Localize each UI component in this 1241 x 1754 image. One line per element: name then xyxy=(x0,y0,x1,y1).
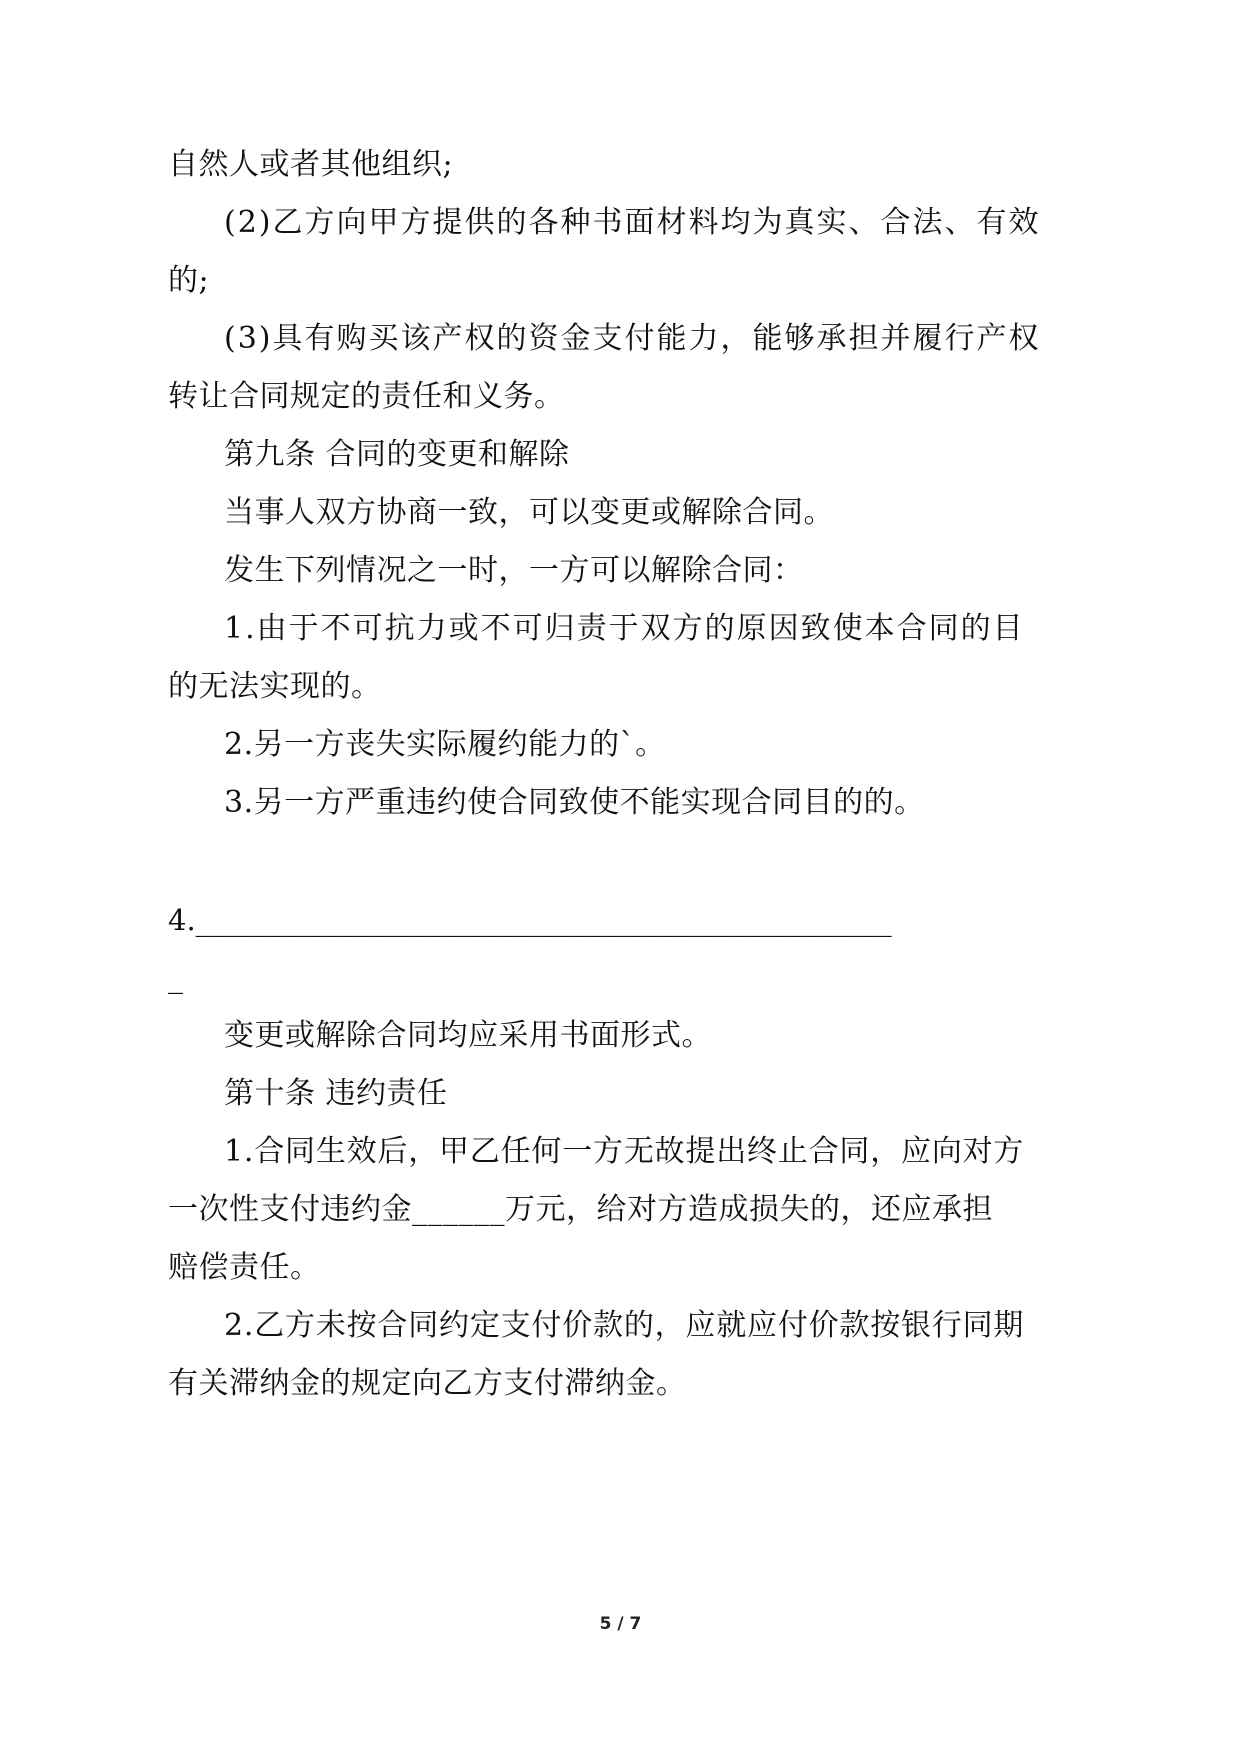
text-line: 1.由于不可抗力或不可归责于双方的原因致使本合同的目 xyxy=(224,611,1025,646)
text-line: 变更或解除合同均应采用书面形式。 xyxy=(224,1018,712,1053)
text-line: 发生下列情况之一时，一方可以解除合同： xyxy=(224,553,804,588)
text-line: 1.合同生效后，甲乙任何一方无故提出终止合同，应向对方 xyxy=(224,1134,1025,1169)
blank-line-continuation: _ xyxy=(168,960,183,995)
text-line: 的; xyxy=(168,263,210,298)
text-line: 的无法实现的。 xyxy=(168,669,382,704)
text-line: 3.另一方严重违约使合同致使不能实现合同目的的。 xyxy=(224,785,925,820)
text-line: 自然人或者其他组织; xyxy=(168,147,454,182)
section-heading: 第十条 违约责任 xyxy=(224,1076,448,1111)
text-line: 转让合同规定的责任和义务。 xyxy=(168,379,565,414)
text-line: 一次性支付违约金______万元，给对方造成损失的，还应承担 xyxy=(168,1192,993,1227)
page-number: 5 / 7 xyxy=(599,1614,642,1634)
text-line: (2)乙方向甲方提供的各种书面材料均为真实、合法、有效 xyxy=(224,205,1041,240)
text-line: 2.另一方丧失实际履约能力的`。 xyxy=(224,727,666,762)
text-line: 2.乙方未按合同约定支付价款的，应就应付价款按银行同期 xyxy=(224,1308,1025,1343)
text-line: 有关滞纳金的规定向乙方支付滞纳金。 xyxy=(168,1366,687,1401)
text-line: (3)具有购买该产权的资金支付能力，能够承担并履行产权 xyxy=(224,321,1041,356)
text-line: 赔偿责任。 xyxy=(168,1250,321,1285)
blank-line-item: 4.________________________________________________ xyxy=(168,903,892,937)
text-line: 当事人双方协商一致，可以变更或解除合同。 xyxy=(224,495,834,530)
section-heading: 第九条 合同的变更和解除 xyxy=(224,437,570,472)
